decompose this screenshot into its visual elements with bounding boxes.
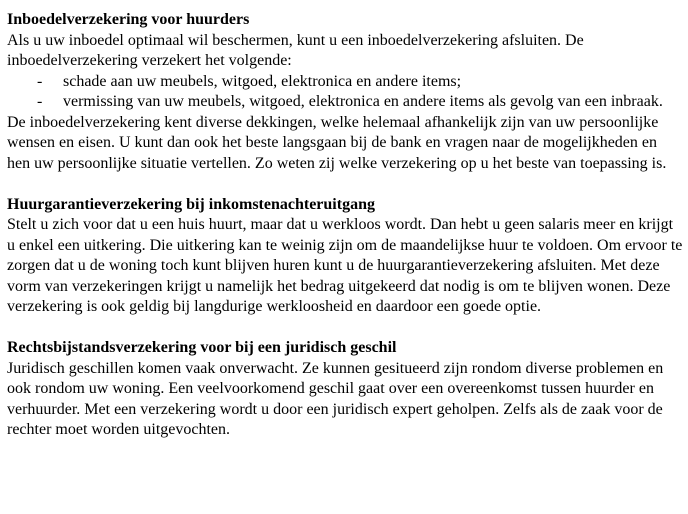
document-body bbox=[7, 10, 683, 441]
section-heading: Inboedelverzekering voor huurders bbox=[7, 11, 250, 28]
section-huurgarantieverzekering bbox=[7, 195, 683, 318]
section-body: Juridisch geschillen komen vaak onverwacht. Ze kunnen gesitueerd zijn rondom diverse problemen en ook rondom uw woning. Een veelvoorkomend geschil gaat over een overeenkomst tussen huurder en verhuurder. Met een verzekering wordt u door een juridisch expert geholpen. Zelfs als de zaak voor de rechter moet worden uitgevochten. bbox=[7, 359, 664, 438]
bullet-dash: - bbox=[37, 93, 43, 110]
list-item-text: schade aan uw meubels, witgoed, elektronica en andere items; bbox=[63, 72, 462, 90]
paragraph-spacer bbox=[7, 174, 683, 195]
list-item bbox=[7, 72, 683, 93]
list-item-text: vermissing van uw meubels, witgoed, elektronica en andere items als gevolg van een inbraak. bbox=[63, 93, 663, 110]
section-intro: Als u uw inboedel optimaal wil beschermen, kunt u een inboedelverzekering afsluiten. De inboedelverzekering verzekert het volgende: bbox=[7, 31, 584, 69]
section-heading: Huurgarantieverzekering bij inkomstenachteruitgang bbox=[7, 195, 375, 213]
bullet-dash: - bbox=[37, 72, 43, 90]
list-item bbox=[7, 92, 683, 113]
section-outro: De inboedelverzekering kent diverse dekkingen, welke helemaal afhankelijk zijn van uw persoonlijke wensen en eisen. U kunt dan ook het beste langsgaan bij de bank en vragen naar de mogelijkheden en hen uw persoonlijke situatie vertellen. Zo weten zij welke verzekering op u het beste van toepassing is. bbox=[7, 113, 667, 172]
section-rechtsbijstandsverzekering bbox=[7, 338, 683, 441]
coverage-list bbox=[7, 72, 683, 113]
paragraph-spacer bbox=[7, 318, 683, 339]
section-body: Stelt u zich voor dat u een huis huurt, maar dat u werkloos wordt. Dan hebt u geen salaris meer en krijgt u enkel een uitkering. Die uitkering kan te weinig zijn om de maandelijkse huur te voldoen. Om ervoor te zorgen dat u de woning toch kunt blijven huren kunt u de huurgarantieverzekering afsluiten. Met deze vorm van verzekeringen krijgt u namelijk het bedrag uitgekeerd dat nodig is om te blijven wonen. Deze verzekering is ook geldig bij langdurige werkloosheid en daardoor een goede optie. bbox=[7, 216, 683, 315]
section-heading: Rechtsbijstandsverzekering voor bij een juridisch geschil bbox=[7, 339, 397, 356]
section-inboedelverzekering bbox=[7, 10, 683, 174]
